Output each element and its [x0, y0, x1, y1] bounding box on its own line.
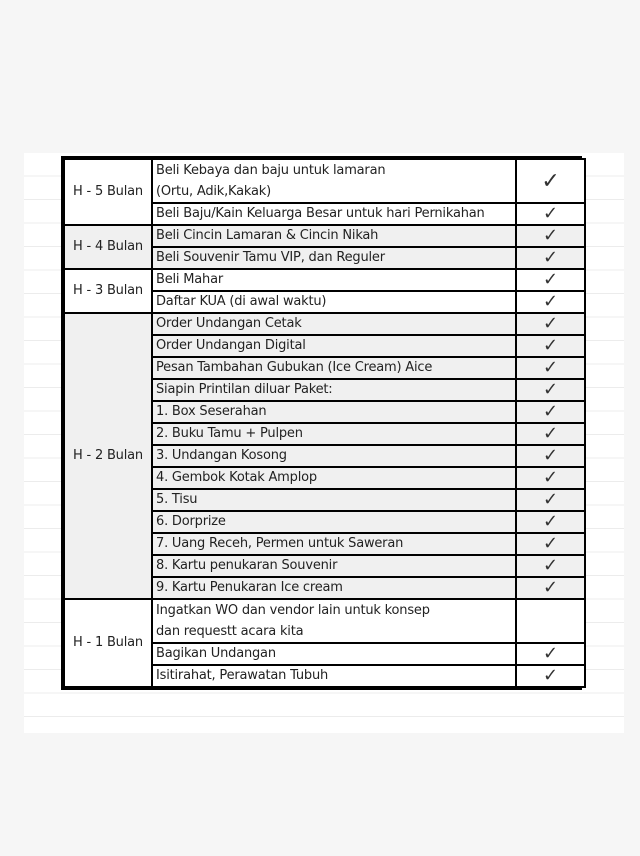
status-cell[interactable]: [516, 577, 585, 599]
checkmark-icon: ✓: [543, 313, 558, 334]
task-text: Order Undangan Digital: [156, 338, 306, 353]
checkmark-icon: ✓: [543, 401, 558, 422]
checkmark-icon: ✓: [543, 225, 558, 246]
status-cell[interactable]: [516, 203, 585, 225]
task-text: Siapin Printilan diluar Paket:: [156, 382, 333, 397]
checkmark-icon: ✓: [543, 291, 558, 312]
checkmark-icon: ✓: [541, 168, 560, 194]
task-text: 8. Kartu penukaran Souvenir: [156, 558, 338, 573]
status-cell[interactable]: [516, 225, 585, 247]
status-cell[interactable]: [516, 555, 585, 577]
task-cell: [152, 599, 516, 643]
task-text: Bagikan Undangan: [156, 646, 276, 661]
status-cell[interactable]: [516, 467, 585, 489]
period-label: H - 4 Bulan: [64, 225, 152, 269]
task-text: dan requestt acara kita: [156, 624, 304, 639]
task-cell: [152, 643, 516, 665]
status-cell[interactable]: [516, 269, 585, 291]
status-cell[interactable]: [516, 665, 585, 687]
checkmark-icon: ✓: [543, 489, 558, 510]
status-cell[interactable]: [516, 335, 585, 357]
task-text: Beli Souvenir Tamu VIP, dan Reguler: [156, 250, 385, 265]
task-cell: [152, 313, 516, 335]
checkmark-icon: ✓: [543, 335, 558, 356]
period-label: H - 2 Bulan: [64, 313, 152, 599]
table-row: [64, 313, 585, 335]
task-cell: [152, 159, 516, 203]
status-cell[interactable]: [516, 643, 585, 665]
status-cell[interactable]: [516, 599, 585, 643]
checkmark-icon: ✓: [543, 511, 558, 532]
status-cell[interactable]: [516, 533, 585, 555]
task-text: 9. Kartu Penukaran Ice cream: [156, 580, 343, 595]
task-cell: [152, 291, 516, 313]
checkmark-icon: ✓: [543, 643, 558, 664]
task-text: 1. Box Seserahan: [156, 404, 267, 419]
task-text: Beli Baju/Kain Keluarga Besar untuk hari Pernikahan: [156, 206, 485, 221]
task-text: Daftar KUA (di awal waktu): [156, 294, 327, 309]
period-label: H - 5 Bulan: [64, 159, 152, 225]
task-cell: [152, 203, 516, 225]
status-cell[interactable]: [516, 489, 585, 511]
task-text: 7. Uang Receh, Permen untuk Saweran: [156, 536, 404, 551]
task-cell: [152, 423, 516, 445]
table-row: [64, 159, 585, 203]
task-cell: [152, 269, 516, 291]
task-cell: [152, 445, 516, 467]
task-cell: [152, 401, 516, 423]
task-cell: [152, 489, 516, 511]
task-text: Isitirahat, Perawatan Tubuh: [156, 668, 329, 683]
task-cell: [152, 665, 516, 687]
task-text: Beli Cincin Lamaran & Cincin Nikah: [156, 228, 379, 243]
wedding-checklist-table: [61, 156, 582, 690]
task-cell: [152, 379, 516, 401]
task-cell: [152, 511, 516, 533]
status-cell[interactable]: [516, 291, 585, 313]
status-cell[interactable]: [516, 357, 585, 379]
checkmark-icon: ✓: [543, 423, 558, 444]
task-cell: [152, 533, 516, 555]
task-text: 5. Tisu: [156, 492, 198, 507]
checkmark-icon: ✓: [543, 379, 558, 400]
checkmark-icon: ✓: [543, 577, 558, 598]
status-cell[interactable]: [516, 159, 585, 203]
status-cell[interactable]: [516, 445, 585, 467]
table-row: [64, 269, 585, 291]
checklist-body: [64, 159, 585, 687]
checkmark-icon: ✓: [543, 533, 558, 554]
status-cell[interactable]: [516, 247, 585, 269]
task-text: Beli Kebaya dan baju untuk lamaran: [156, 163, 386, 178]
task-text: 2. Buku Tamu + Pulpen: [156, 426, 303, 441]
task-text: 6. Dorprize: [156, 514, 226, 529]
task-text: Beli Mahar: [156, 272, 224, 287]
status-cell[interactable]: [516, 511, 585, 533]
task-cell: [152, 335, 516, 357]
task-cell: [152, 555, 516, 577]
status-cell[interactable]: [516, 313, 585, 335]
task-text: Order Undangan Cetak: [156, 316, 302, 331]
status-cell[interactable]: [516, 401, 585, 423]
status-cell[interactable]: [516, 379, 585, 401]
status-cell[interactable]: [516, 423, 585, 445]
checkmark-icon: ✓: [543, 247, 558, 268]
task-text: (Ortu, Adik,Kakak): [156, 184, 271, 199]
task-cell: [152, 467, 516, 489]
task-cell: [152, 357, 516, 379]
task-text: 4. Gembok Kotak Amplop: [156, 470, 317, 485]
checkmark-icon: ✓: [543, 357, 558, 378]
task-cell: [152, 247, 516, 269]
checkmark-icon: ✓: [543, 467, 558, 488]
checkmark-icon: ✓: [543, 665, 558, 686]
checkmark-icon: ✓: [543, 555, 558, 576]
period-label: H - 3 Bulan: [64, 269, 152, 313]
period-label: H - 1 Bulan: [64, 599, 152, 687]
task-cell: [152, 577, 516, 599]
task-text: Pesan Tambahan Gubukan (Ice Cream) Aice: [156, 360, 433, 375]
checkmark-icon: ✓: [543, 203, 558, 224]
task-text: Ingatkan WO dan vendor lain untuk konsep: [156, 603, 430, 618]
checkmark-icon: ✓: [543, 445, 558, 466]
table-row: [64, 599, 585, 643]
task-text: 3. Undangan Kosong: [156, 448, 287, 463]
table-row: [64, 225, 585, 247]
task-cell: [152, 225, 516, 247]
checkmark-icon: ✓: [543, 269, 558, 290]
